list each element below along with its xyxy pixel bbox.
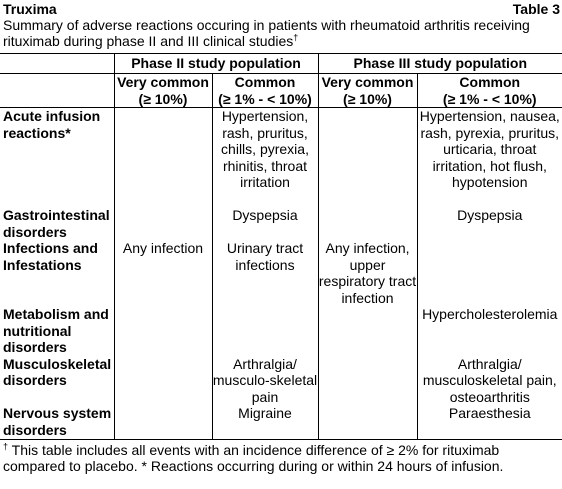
p2-very-common-header xyxy=(114,74,212,108)
table-row xyxy=(0,306,562,356)
row-header-blank xyxy=(0,54,114,74)
p3-very-common-cell xyxy=(318,306,417,356)
p2-common-cell: Urinary tract infections xyxy=(212,240,318,306)
p3-very-common-header xyxy=(318,74,417,108)
table-row xyxy=(0,356,562,406)
table-label: Table 3 xyxy=(512,1,560,17)
p3-common-header xyxy=(417,74,562,108)
table-caption xyxy=(0,17,562,49)
row-label: Gastrointestinal disorders xyxy=(3,207,110,240)
p2-vc-range: (≥ 10%) xyxy=(138,90,188,107)
p3-c-range: (≥ 1% - < 10%) xyxy=(442,90,537,107)
p3-vc-range: (≥ 10%) xyxy=(343,90,392,107)
row-label: Nervous system disorders xyxy=(0,405,114,440)
p2-c-label: Common xyxy=(234,74,296,90)
p2-common-cell: Arthralgia/ musculo-skeletal pain xyxy=(212,355,318,405)
p2-common-cell: Dyspepsia xyxy=(212,207,318,240)
table-row xyxy=(0,207,562,240)
brand-name: Truxima xyxy=(3,1,57,17)
row-label: Infections and Infestations xyxy=(3,240,98,273)
p2-very-common-cell xyxy=(114,108,212,208)
p3-very-common-cell xyxy=(318,356,417,406)
p3-common-cell: Paraesthesia xyxy=(417,405,562,440)
p3-very-common-cell: Any infection, upper respiratory tract infection xyxy=(318,240,417,306)
footnote-mark: † xyxy=(3,441,9,452)
p2-c-range: (≥ 1% - < 10%) xyxy=(218,90,312,107)
p3-very-common-cell xyxy=(318,108,417,208)
p3-common-cell: Hypertension, nausea, rash, pyrexia, pruritus, urticaria, throat irritation, hot flush, hypotension xyxy=(417,108,562,208)
p3-very-common-cell xyxy=(318,405,417,440)
row-label: Acute infusion reactions* xyxy=(3,108,101,141)
table-footnote xyxy=(0,440,562,474)
caption-text: Summary of adverse reactions occuring in patients with rheumatoid arthritis receiving rituximab during phase II and III clinical studies xyxy=(3,17,530,49)
caption-footnote-mark: † xyxy=(293,32,299,43)
p2-very-common-cell xyxy=(114,356,212,406)
p3-common-cell: Hypercholesterolemia xyxy=(417,306,562,356)
p3-common-cell xyxy=(417,240,562,306)
p3-very-common-cell xyxy=(318,207,417,240)
p2-common-header xyxy=(212,74,318,108)
footnote-text: This table includes all events with an incidence difference of ≥ 2% for rituximab compared to placebo. * Reactions occurring during or within 24 hours of infusion. xyxy=(3,442,504,474)
phase3-header: Phase III study population xyxy=(318,54,562,74)
p3-vc-label: Very common xyxy=(321,74,414,90)
p2-common-cell xyxy=(212,306,318,356)
row-label: Metabolism and nutritional disorders xyxy=(3,306,109,355)
p3-common-cell: Arthralgia/ musculoskeletal pain, osteoarthritis xyxy=(417,356,562,406)
p2-very-common-cell xyxy=(114,306,212,356)
p2-very-common-cell: Any infection xyxy=(114,240,212,306)
table-row xyxy=(0,108,562,208)
p2-common-cell: Hypertension, rash, pruritus, chills, pyrexia, rhinitis, throat irritation xyxy=(212,108,318,208)
p2-common-cell: Migraine xyxy=(212,405,318,440)
phase2-header: Phase II study population xyxy=(114,54,318,74)
p3-c-label: Common xyxy=(459,74,521,90)
p2-vc-label: Very common xyxy=(117,74,209,90)
p3-common-cell: Dyspepsia xyxy=(417,207,562,240)
row-header-blank-2 xyxy=(0,74,114,108)
p2-very-common-cell xyxy=(114,207,212,240)
title-row xyxy=(0,0,562,17)
table-row xyxy=(0,405,562,440)
table-row xyxy=(0,240,562,306)
p2-very-common-cell xyxy=(114,405,212,440)
row-label: Musculoskeletal disorders xyxy=(3,355,112,388)
adverse-reactions-table xyxy=(0,53,562,440)
